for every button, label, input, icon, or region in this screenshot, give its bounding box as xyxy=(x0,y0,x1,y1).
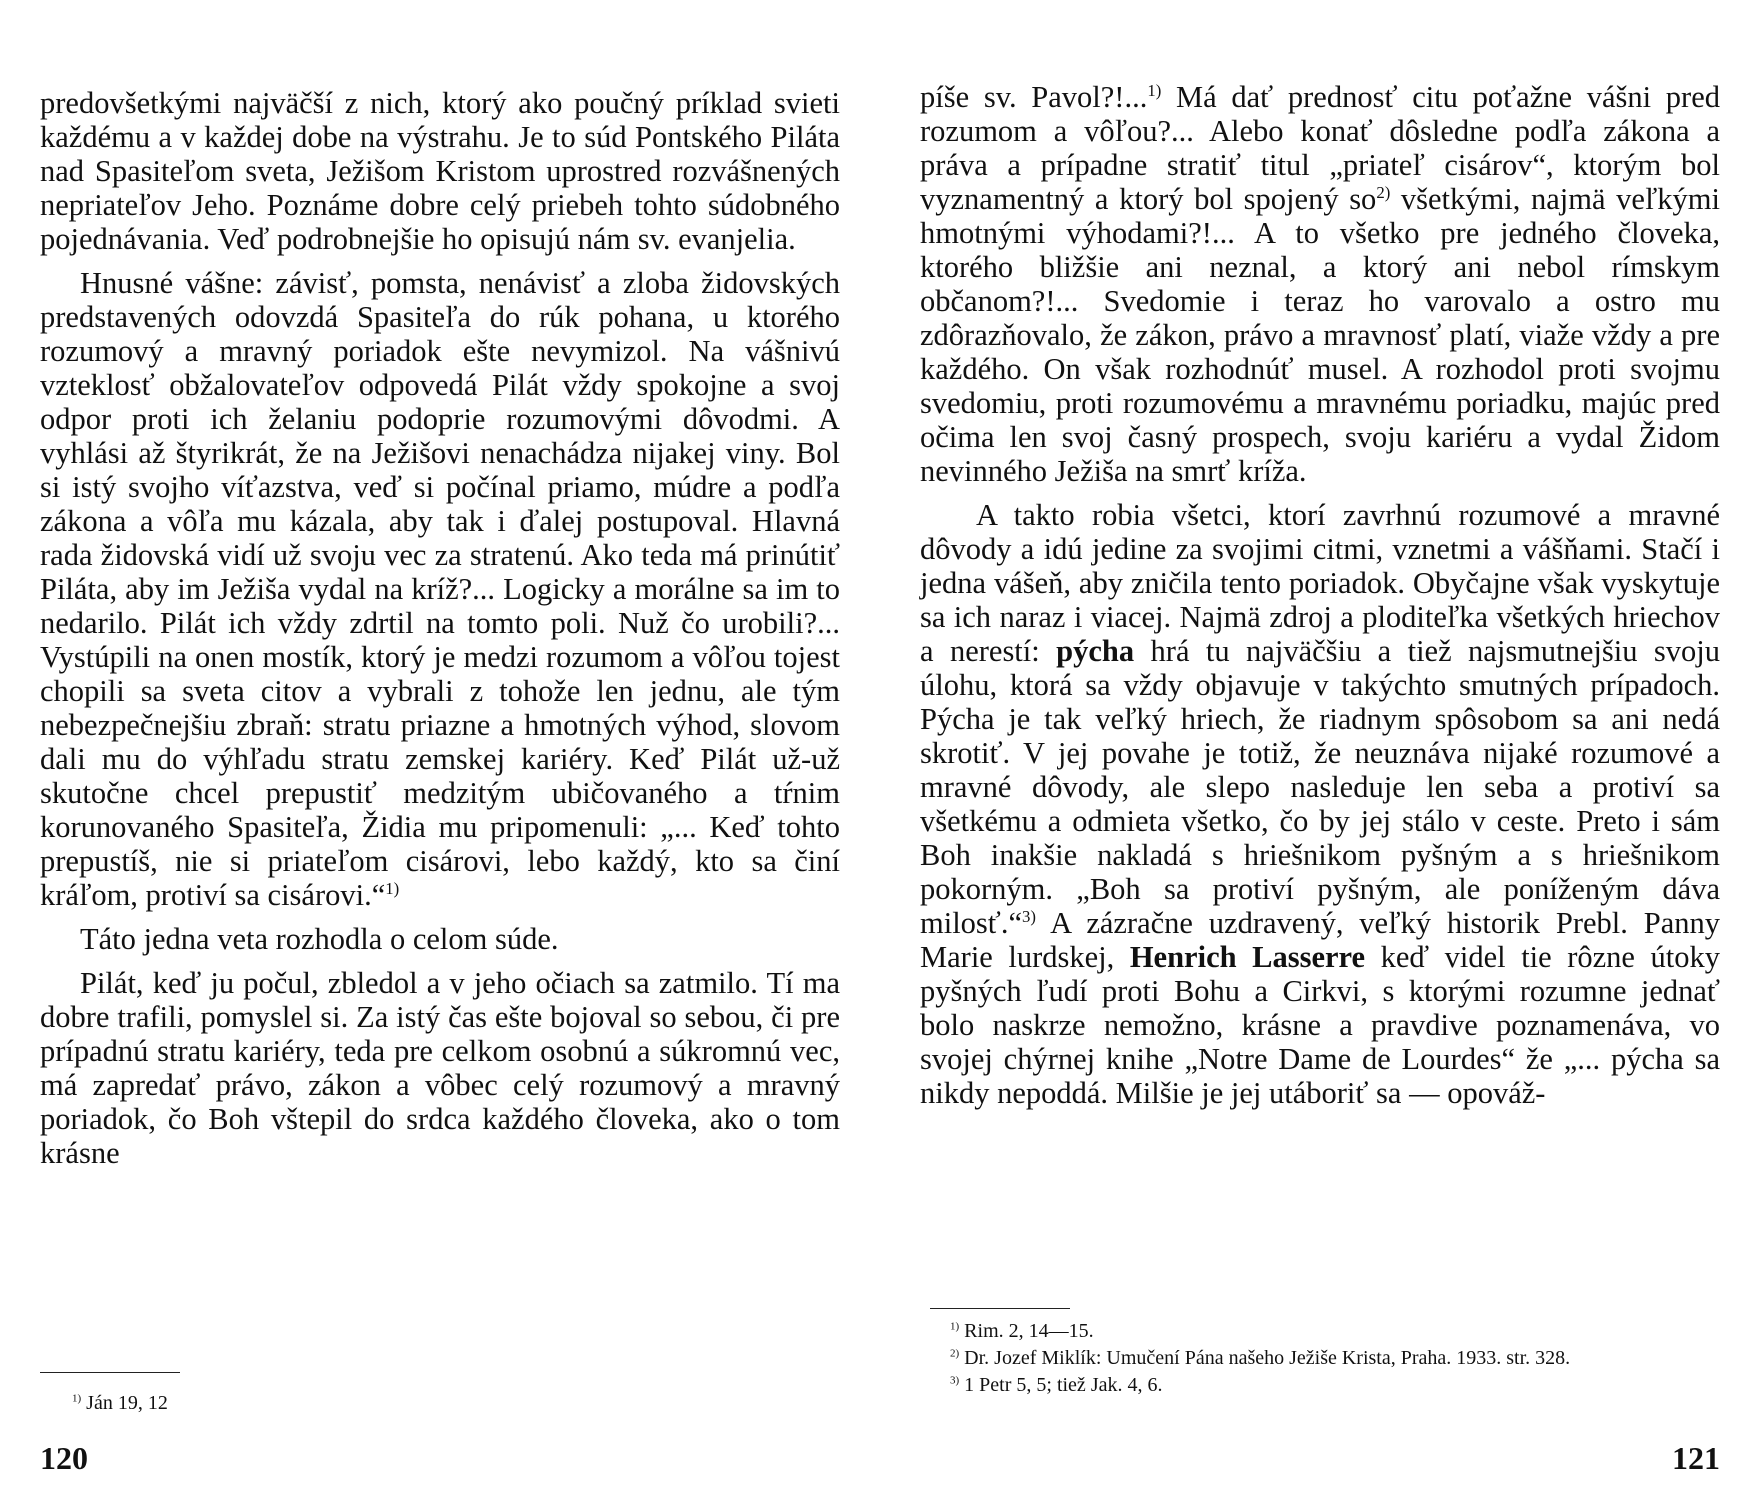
footnote-mark: 2) xyxy=(950,1347,960,1360)
paragraph: predovšetkými najväčší z nich, ktorý ako poučný príklad svieti každému a v každej dobe na výstrahu. Je to súd Pontského Piláta nad Spasiteľom sveta, Ježišom Kristom uprostred rozvášnených nepriateľov Jeho. Poznáme dobre celý priebeh tohto súdobného pojednávania. Veď podrobnejšie ho opisujú nám sv. evanjelia. xyxy=(40,86,840,256)
footnote xyxy=(950,1372,1720,1399)
footnote-reference: 1) xyxy=(1147,80,1162,100)
page-number: 120 xyxy=(40,1440,88,1476)
footnote-divider xyxy=(930,1308,1070,1309)
emphasis: pýcha xyxy=(1056,634,1135,668)
page-number: 121 xyxy=(1672,1440,1720,1476)
paragraph: Táto jedna veta rozhodla o celom súde. xyxy=(80,922,559,956)
paragraph-text: píše sv. Pavol?!... xyxy=(920,80,1148,114)
paragraph-text: Hnusné vášne: závisť, pomsta, nenávisť a zloba židovských predstavených odovzdá Spasiteľa do rúk pohana, u ktorého rozumový a mravný poriadok ešte nevymizol. Na vášnivú vzteklosť obžalovateľov odpovedá Pilát vždy spokojne a svoj odpor proti ich želaniu podoprie rozumovými dôvodmi. A vyhlási až štyrikrát, že na Ježišovi nenachádza nijakej viny. Bol si istý svojho víťazstva, veď si počínal priamo, múdre a podľa zákona a vôľa mu kázala, aby tak i ďalej postupoval. Hlavná rada židovská vidí už svoju vec za stratenú. Ako teda má prinútiť Piláta, aby im Ježiša vydal na kríž?... Logicky a morálne sa im to nedarilo. Pilát ich vždy zdrtil na tomto poli. Nuž čo urobili?... Vystúpili na onen mostík, ktorý je medzi rozumom a vôľou tojest chopili sa sveta citov a vybrali z tohože len jednu, ale tým nebezpečnejšiu zbraň: stratu priazne a hmotných výhod, slovom dali mu do výhľadu stratu zemskej kariéry. Keď Pilát už-už skutočne chcel prepustiť medzitým ubičovaného a tŕnim korunovaného Spasiteľa, Židia mu pripomenuli: „... Keď tohto prepustíš, nie si priateľom cisárovi, lebo každý, kto sa činí kráľom, protiví sa cisárovi.“ xyxy=(40,266,840,912)
paragraph xyxy=(920,498,1720,1110)
footnote-reference: 1) xyxy=(385,878,400,898)
paragraph-text: A zázračne uzdravený, veľký historik Prebl. Panny Marie lurdskej, xyxy=(920,906,1720,974)
paragraph-text: všetkými, najmä veľkými hmotnými výhodami?!... A to všetko pre jedného človeka, ktorého bližšie ani neznal, a ktorý ani nebol rímskym občanom?!... Svedomie i teraz ho varovalo a ostro mu zdôrazňovalo, že zákon, právo a mravnosť platí, viaže vždy a pre každého. On však rozhodnúť musel. A rozhodol proti svojmu svedomiu, proti rozumovému a mravnému poriadku, majúc pred očima len svoj časný prospech, svoju kariéru a vydal Židom nevinného Ježiša na smrť kríža. xyxy=(920,182,1720,488)
footnote xyxy=(950,1318,1720,1345)
footnotes xyxy=(950,1318,1720,1399)
footnote-text: Ján 19, 12 xyxy=(86,1392,168,1414)
paragraph-text: hrá tu najväčšiu a tiež najsmutnejšiu svoju úlohu, ktorá sa vždy objavuje v takýchto smutných prípadoch. Pýcha je tak veľký hriech, že riadnym spôsobom sa ani nedá skrotiť. V jej povahe je totiž, že neuznáva nijaké rozumové a mravné dôvody, ale slepo nasleduje len seba a protiví sa všetkému a odmieta všetko, čo by jej stálo v ceste. Preto i sám Boh inakšie nakladá s hriešnikom pyšným a s hriešnikom pokorným. „Boh sa protiví pyšným, ale poníženým dáva milosť.“ xyxy=(920,634,1720,940)
footnote-text: 1 Petr 5, 5; tiež Jak. 4, 6. xyxy=(964,1374,1163,1396)
footnote-reference: 3) xyxy=(1021,906,1036,926)
footnote-divider xyxy=(40,1372,180,1373)
footnote-reference: 2) xyxy=(1376,182,1391,202)
footnote-mark: 3) xyxy=(950,1374,960,1387)
right-page-body xyxy=(920,80,1720,1120)
footnotes xyxy=(72,1390,832,1417)
left-page xyxy=(40,0,840,1500)
right-page xyxy=(920,0,1720,1500)
left-page-body xyxy=(40,86,840,1180)
paragraph-text: keď videl tie rôzne útoky pyšných ľudí proti Bohu a Cirkvi, s ktorými rozumne jednať bolo naskrze nemožno, krásne a pravdive poznamenáva, vo svojej chýrnej knihe „Notre Dame de Lourdes“ že „... pýcha sa nikdy nepoddá. Milšie je jej utáboriť sa — opováž- xyxy=(920,940,1720,1110)
footnote-mark: 1) xyxy=(72,1392,82,1405)
paragraph: Pilát, keď ju počul, zbledol a v jeho očiach sa zatmilo. Tí ma dobre trafili, pomyslel si. Za istý čas ešte bojoval so sebou, či pre prípadnú stratu kariéry, teda pre celkom osobnú a súkromnú vec, má zapredať právo, zákon a vôbec celý rozumový a mravný poriadok, čo Boh vštepil do srdca každého človeka, ako o tom krásne xyxy=(40,966,840,1170)
paragraph xyxy=(920,80,1720,488)
paragraph xyxy=(40,266,840,912)
paragraph-text: A takto robia všetci, ktorí zavrhnú rozumové a mravné dôvody a idú jedine za svojimi citmi, vznetmi a vášňami. Stačí i jedna vášeň, aby zničila tento poriadok. Obyčajne však vyskytuje sa ich naraz i viacej. Najmä zdroj a ploditeľka všetkých hriechov a nerestí: xyxy=(920,498,1720,668)
emphasis: Henrich Lasserre xyxy=(1129,940,1366,974)
footnote xyxy=(950,1345,1720,1372)
footnote-text: Rim. 2, 14—15. xyxy=(964,1320,1094,1342)
paragraph-text: Má dať prednosť citu poťažne vášni pred rozumom a vôľou?... Alebo konať dôsledne podľa zákona a práva a prípadne stratiť titul „priateľ cisárov“, ktorým bol vyznamentný a ktorý bol spojený so xyxy=(920,80,1720,216)
footnote-text: Dr. Jozef Miklík: Umučení Pána našeho Ježiše Krista, Praha. 1933. str. 328. xyxy=(964,1347,1571,1369)
footnote xyxy=(72,1390,832,1417)
footnote-mark: 1) xyxy=(950,1320,960,1333)
